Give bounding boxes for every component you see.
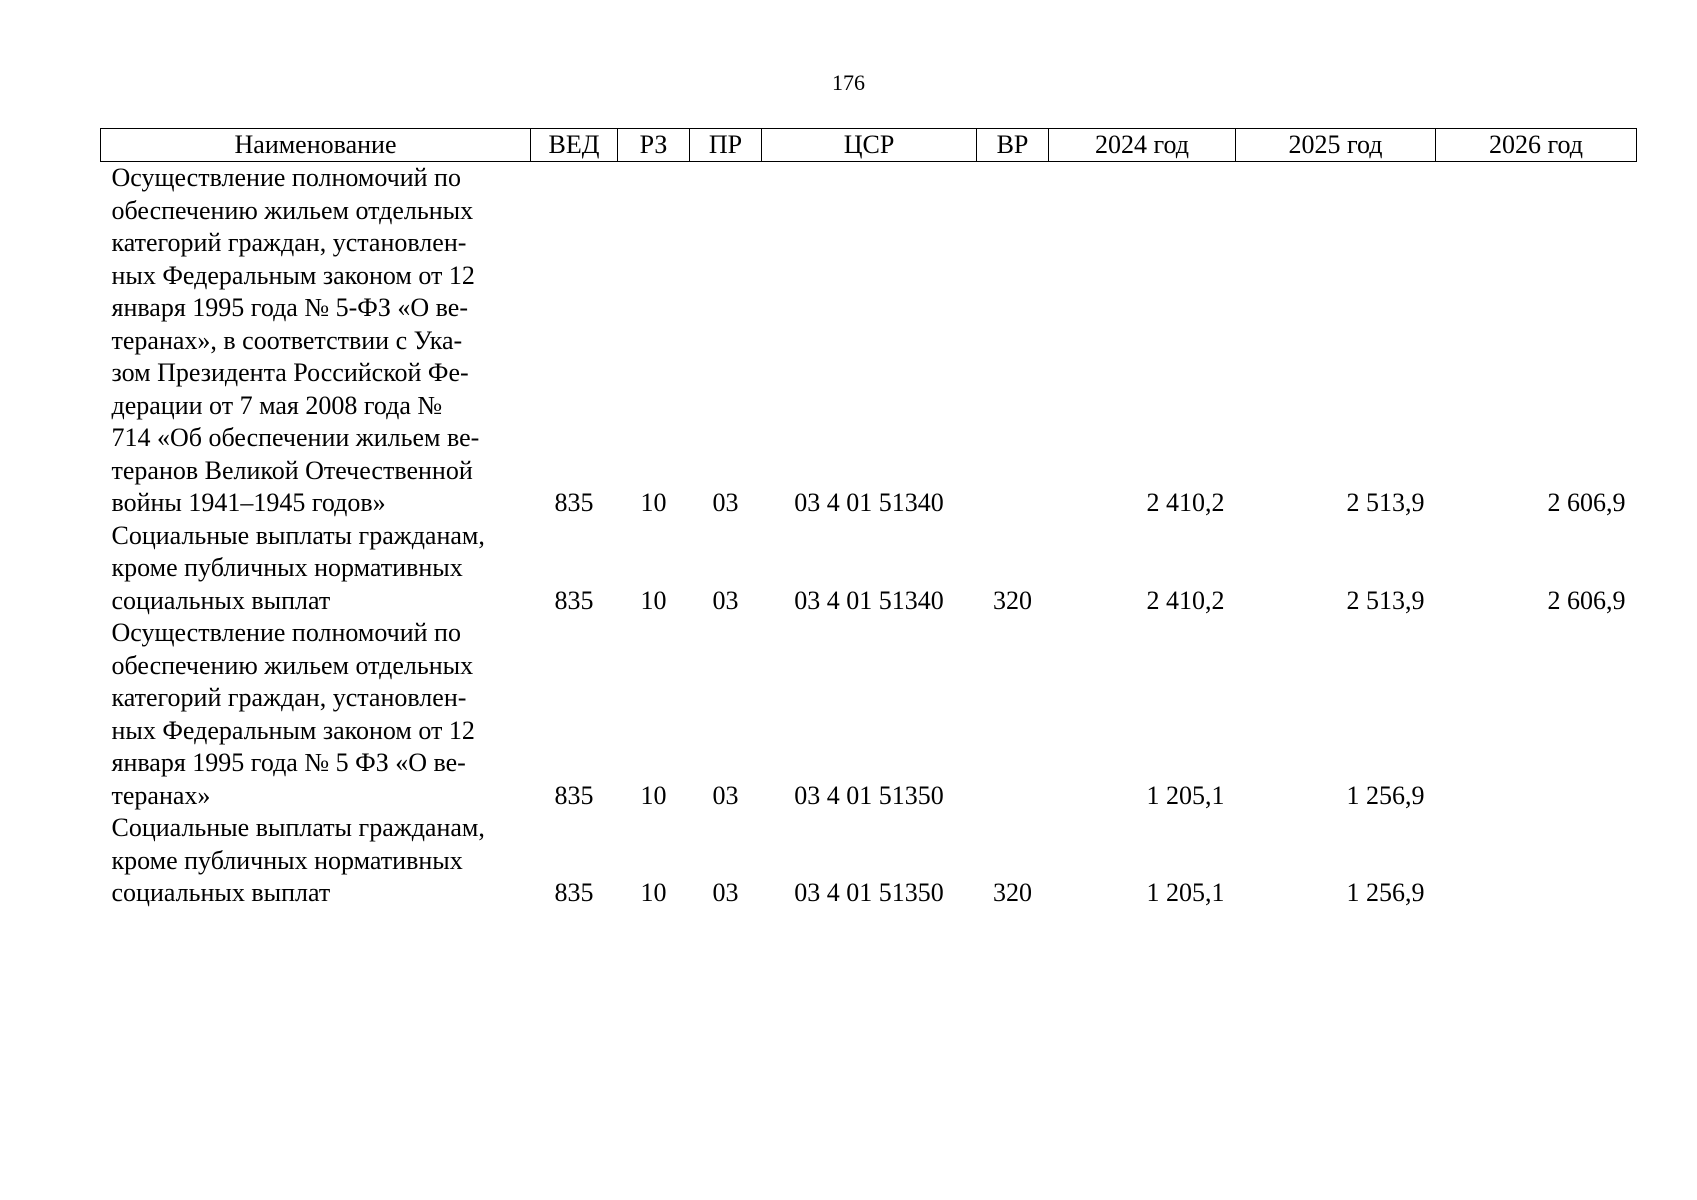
header-name: Наименование [101, 129, 531, 162]
header-pr: ПР [690, 129, 762, 162]
row-csr-cell: 03 4 01 51350 [794, 780, 944, 810]
row-pr-cell: 03 [712, 780, 739, 810]
row-name-line: войны 1941–1945 годов» [111, 488, 386, 517]
row-2024-cell: 1 205,1 [1146, 780, 1225, 810]
row-rz-cell: 10 [640, 780, 667, 810]
row-pr-cell: 03 [712, 878, 739, 907]
row-2025-cell: 1 256,9 [1346, 780, 1425, 810]
row-name-line: Осуществление полномочий по [111, 163, 461, 192]
table-row [101, 162, 1637, 520]
row-2025-cell: 2 513,9 [1346, 585, 1425, 615]
row-name-line: обеспечению жильем отдельных [111, 650, 474, 680]
row-ved-cell: 835 [554, 585, 594, 615]
row-name-line: Социальные выплаты гражданам, [111, 520, 485, 550]
row-name-line: социальных выплат [111, 878, 331, 907]
row-ved-cell: 835 [554, 488, 594, 517]
row-ved-cell: 835 [554, 878, 594, 907]
budget-table [100, 128, 1637, 910]
table-header-row [101, 129, 1637, 162]
row-name-line: января 1995 года № 5-ФЗ «О ве- [111, 293, 468, 322]
row-rz-cell: 10 [640, 585, 667, 615]
row-name-line: 714 «Об обеспечении жильем ве- [111, 423, 480, 452]
row-name-line: теранов Великой Отечественной [111, 455, 473, 485]
row-name-line: кроме публичных нормативных [111, 845, 463, 875]
row-2024-cell: 1 205,1 [1146, 878, 1225, 907]
row-name-line: теранах» [111, 780, 211, 810]
row-vr-cell: 320 [993, 878, 1032, 907]
row-name-line: зом Президента Российской Фе- [111, 358, 469, 387]
row-2024-cell: 2 410,2 [1146, 488, 1225, 517]
row-name-line: ных Федеральным законом от 12 [111, 260, 475, 290]
row-2026-cell: 2 606,9 [1547, 585, 1626, 615]
row-rz-cell: 10 [640, 878, 667, 907]
row-name-cell [101, 162, 531, 520]
header-2026: 2026 год [1436, 129, 1637, 162]
row-name-line: Осуществление полномочий по [111, 618, 461, 647]
row-name-line: дерации от 7 мая 2008 года № [111, 390, 443, 420]
header-csr: ЦСР [762, 129, 977, 162]
row-vr-cell [977, 617, 1049, 812]
row-vr-cell [977, 162, 1049, 520]
table-body [101, 162, 1637, 910]
row-vr-cell: 320 [993, 585, 1032, 615]
row-pr-cell: 03 [712, 585, 739, 615]
row-2026-cell [1436, 812, 1637, 910]
header-ved: ВЕД [531, 129, 618, 162]
row-csr-cell: 03 4 01 51340 [794, 488, 944, 517]
page-number: 176 [832, 70, 865, 95]
row-2026-cell: 2 606,9 [1547, 488, 1626, 517]
header-2024: 2024 год [1049, 129, 1236, 162]
row-name-line: категорий граждан, установлен- [111, 683, 467, 712]
row-name-line: категорий граждан, установлен- [111, 228, 467, 257]
row-pr-cell: 03 [712, 488, 739, 517]
row-name-line: теранах», в соответствии с Ука- [111, 325, 463, 355]
row-rz-cell: 10 [640, 488, 667, 517]
header-vr: ВР [977, 129, 1049, 162]
header-rz: РЗ [618, 129, 690, 162]
header-2025: 2025 год [1236, 129, 1436, 162]
row-2024-cell: 2 410,2 [1146, 585, 1225, 615]
row-2025-cell: 1 256,9 [1346, 878, 1425, 907]
row-name-line: кроме публичных нормативных [111, 553, 463, 582]
row-name-line: января 1995 года № 5 ФЗ «О ве- [111, 748, 466, 777]
row-name-cell [101, 812, 531, 910]
table-row [101, 617, 1637, 812]
row-name-line: Социальные выплаты гражданам, [111, 813, 485, 842]
row-csr-cell: 03 4 01 51340 [794, 585, 944, 615]
row-2026-cell [1436, 617, 1637, 812]
row-name-line: социальных выплат [111, 585, 331, 615]
table-row [101, 520, 1637, 618]
row-2025-cell: 2 513,9 [1346, 488, 1425, 517]
row-name-cell [101, 520, 531, 618]
row-csr-cell: 03 4 01 51350 [794, 878, 944, 907]
row-ved-cell: 835 [554, 780, 594, 810]
row-name-cell [101, 617, 531, 812]
row-name-line: ных Федеральным законом от 12 [111, 715, 475, 745]
row-name-line: обеспечению жильем отдельных [111, 195, 474, 225]
table-row [101, 812, 1637, 910]
